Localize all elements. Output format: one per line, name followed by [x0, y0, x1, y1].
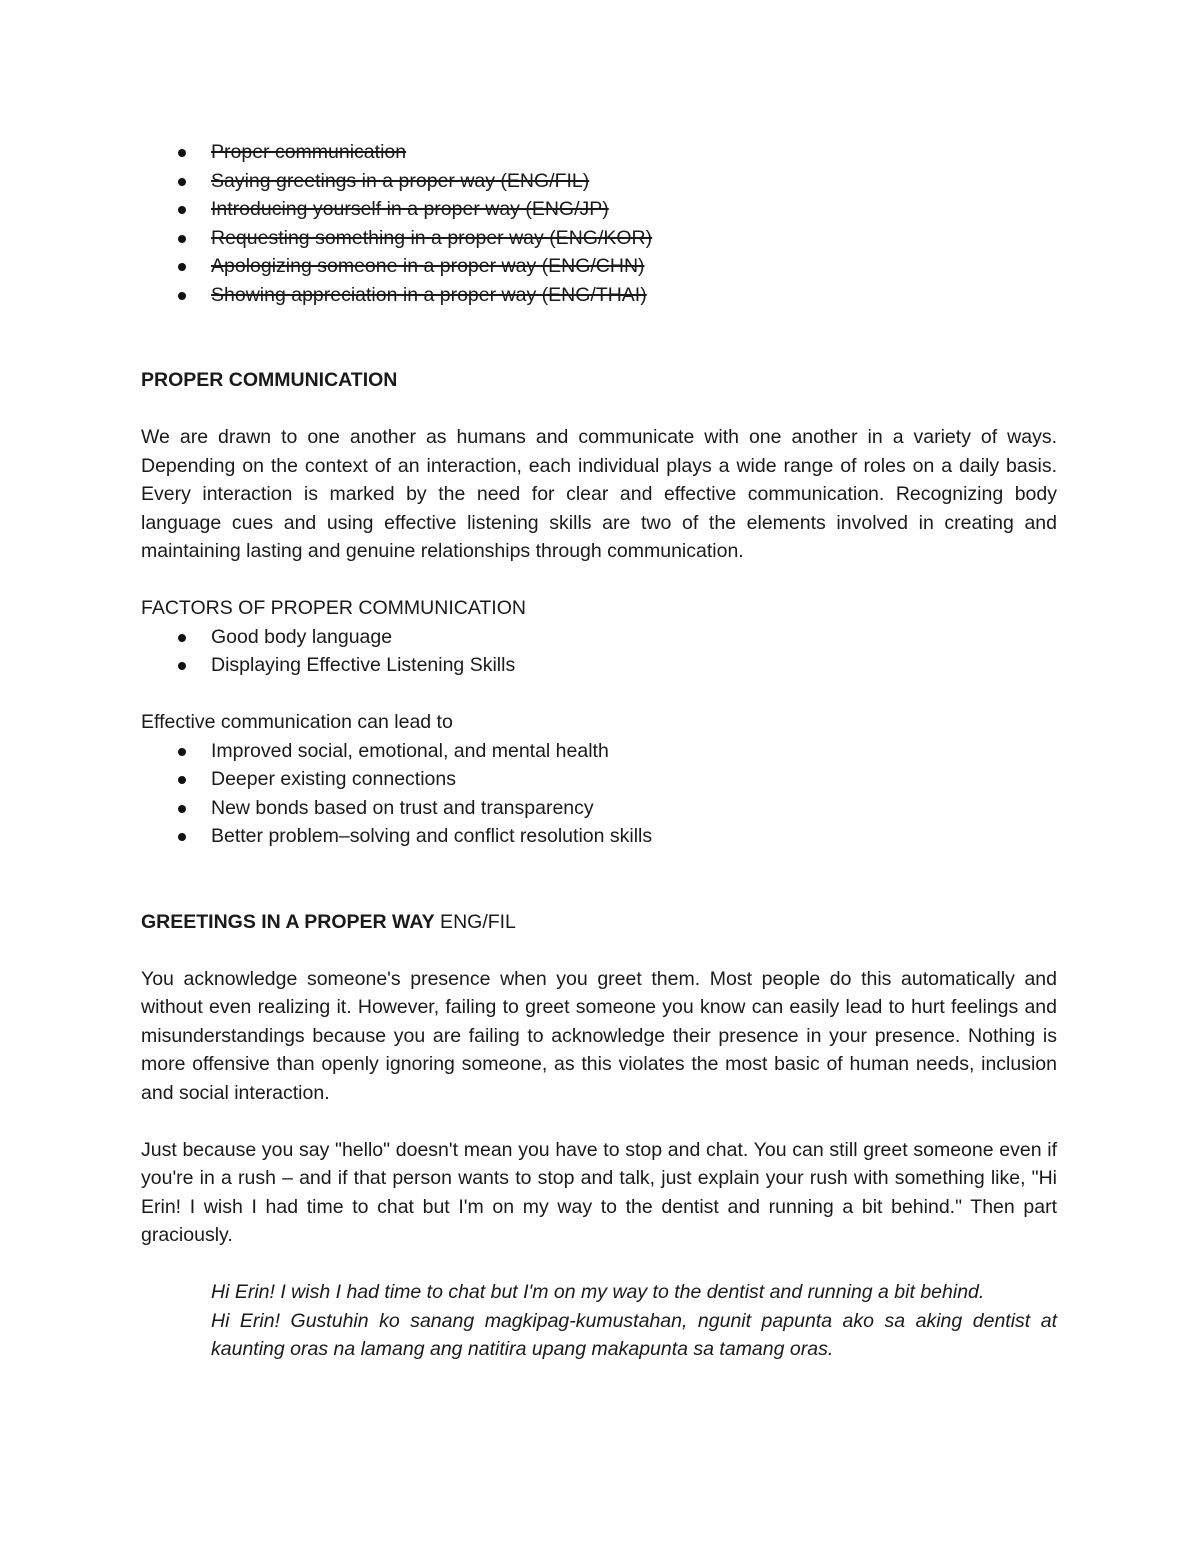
example-english: Hi Erin! I wish I had time to chat but I'm on my way to the dentist and running a bit behind. [211, 1281, 985, 1303]
benefits-title: Effective communication can lead to [141, 711, 453, 733]
list-item: Deeper existing connections [141, 765, 1057, 794]
toc-item: Apologizing someone in a proper way (ENG/CHN) [141, 252, 1057, 281]
greetings-heading-language: ENG/FIL [434, 910, 516, 933]
benefits-list [141, 737, 1057, 851]
proper-communication-paragraph: We are drawn to one another as humans and communicate with one another in a variety of ways. Depending on the context of an interaction, each individual plays a wide range of roles on a daily basis. Every interaction is marked by the need for clear and effective communication. Recognizing body language cues and using effective listening skills are two of the elements involved in creating and maintaining lasting and genuine relationships through communication. [141, 426, 1057, 562]
list-item: Improved social, emotional, and mental health [141, 737, 1057, 766]
factors-list [141, 623, 1057, 680]
list-item: Better problem–solving and conflict resolution skills [141, 822, 1057, 851]
toc-item: Requesting something in a proper way (ENG/KOR) [141, 224, 1057, 253]
toc-item: Showing appreciation in a proper way (ENG/THAI) [141, 281, 1057, 310]
list-item: Good body language [141, 623, 1057, 652]
greetings-paragraph-2: Just because you say "hello" doesn't mean you have to stop and chat. You can still greet someone even if you're in a rush – and if that person wants to stop and talk, just explain your rush with something like, "Hi Erin! I wish I had time to chat but I'm on my way to the dentist and running a bit behind." Then part graciously. [141, 1138, 1057, 1246]
greetings-heading-bold: GREETINGS IN A PROPER WAY [141, 910, 435, 933]
example-filipino: Hi Erin! Gustuhin ko sanang magkipag-kumustahan, ngunit papunta ako sa aking dentist at kaunting oras na lamang ang natitira upang makapunta sa tamang oras. [211, 1309, 1057, 1360]
section-heading-greetings [141, 908, 1057, 937]
toc-item: Saying greetings in a proper way (ENG/FIL) [141, 167, 1057, 196]
toc-item: Introducing yourself in a proper way (ENG/JP) [141, 195, 1057, 224]
document-page [141, 138, 1057, 1364]
list-item: New bonds based on trust and transparency [141, 794, 1057, 823]
list-item: Displaying Effective Listening Skills [141, 651, 1057, 680]
greetings-paragraph-1: You acknowledge someone's presence when you greet them. Most people do this automatically and without even realizing it. However, failing to greet someone you know can easily lead to hurt feelings and misunderstandings because you are failing to acknowledge their presence in your presence. Nothing is more offensive than openly ignoring someone, as this violates the most basic of human needs, inclusion and social interaction. [141, 967, 1057, 1104]
factors-title: FACTORS OF PROPER COMMUNICATION [141, 597, 526, 619]
toc-item: Proper communication [141, 138, 1057, 167]
section-heading-proper-communication: PROPER COMMUNICATION [141, 369, 398, 391]
table-of-contents [141, 138, 1057, 309]
